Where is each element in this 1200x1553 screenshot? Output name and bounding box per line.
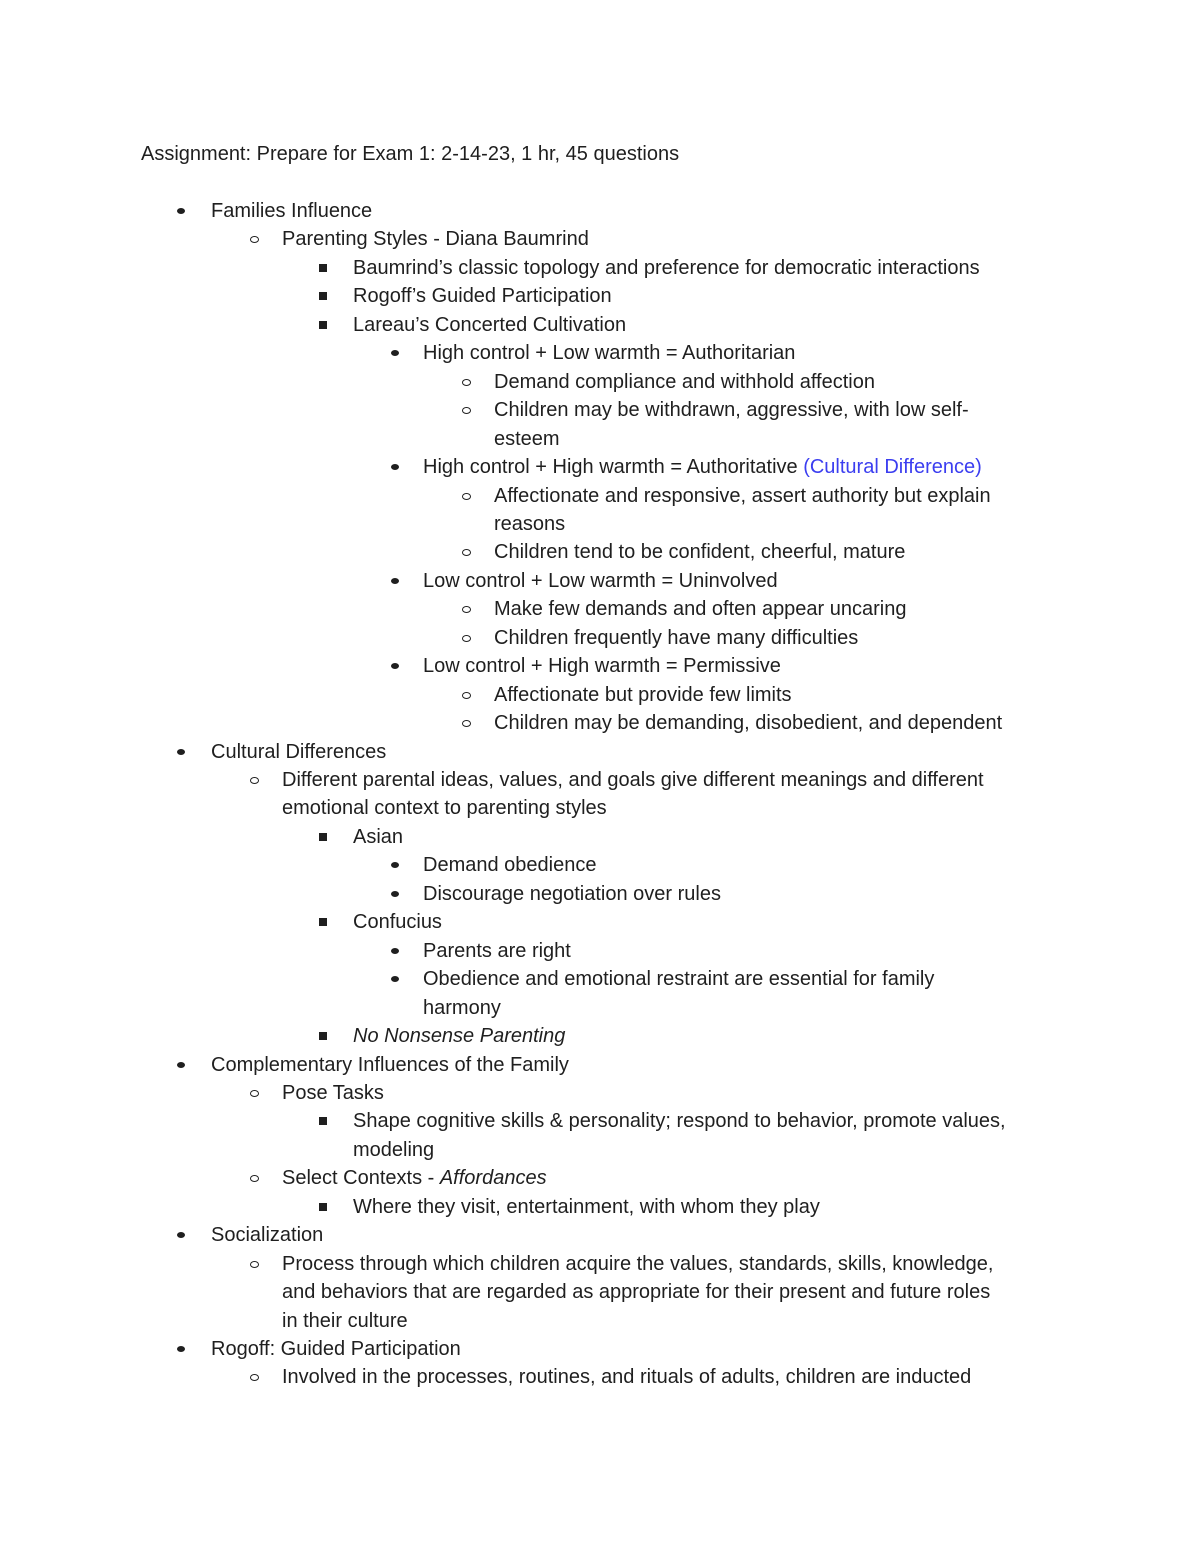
outline-item: [353, 254, 980, 282]
bullet-circle-icon: [250, 1090, 259, 1097]
outline-line-continuation: [282, 1307, 408, 1335]
bullet-dot-icon: [391, 350, 399, 356]
outline-line-continuation: [494, 510, 565, 538]
outline-item: [211, 1051, 569, 1079]
outline-item-text: Baumrind’s classic topology and preference for democratic interactions: [353, 256, 980, 279]
outline-item-text: modeling: [353, 1138, 435, 1161]
outline-item-text: Make few demands and often appear uncaring: [494, 598, 907, 621]
outline-item-text: Affectionate and responsive, assert authority but explain: [494, 484, 991, 507]
outline-item-text: Parents are right: [423, 939, 571, 962]
bullet-circle-icon: [250, 777, 259, 784]
bullet-square-icon: [319, 833, 327, 841]
highlight-text: (Cultural Difference): [803, 456, 982, 479]
outline-item: [423, 851, 596, 879]
outline-item: [353, 908, 442, 936]
bullet-circle-icon: [250, 1374, 259, 1381]
bullet-square-icon: [319, 1203, 327, 1211]
outline-item-text: emotional context to parenting styles: [282, 797, 607, 820]
outline-item-text: Parenting Styles - Diana Baumrind: [282, 228, 589, 251]
outline-item: [353, 311, 626, 339]
bullet-circle-icon: [250, 1175, 259, 1182]
outline-item-text: High control + High warmth = Authoritative: [423, 456, 804, 479]
outline-item: [494, 396, 969, 424]
outline-item: [494, 538, 905, 566]
outline-item-text: Cultural Differences: [211, 740, 387, 763]
outline-item: [494, 595, 907, 623]
outline-item-text: Demand compliance and withhold affection: [494, 370, 875, 393]
outline-item-text: High control + Low warmth = Authoritarian: [423, 342, 796, 365]
outline-item: [353, 282, 612, 310]
outline-item-text: Affectionate but provide few limits: [494, 683, 792, 706]
bullet-dot-icon: [177, 1346, 185, 1352]
bullet-circle-icon: [462, 606, 471, 613]
bullet-circle-icon: [462, 692, 471, 699]
bullet-circle-icon: [462, 379, 471, 386]
bullet-square-icon: [319, 321, 327, 329]
outline-line-continuation: [423, 994, 501, 1022]
outline-item-text: Children may be demanding, disobedient, and dependent: [494, 712, 1003, 735]
outline-item: [282, 1079, 384, 1107]
bullet-circle-icon: [250, 236, 259, 243]
outline-item-text: Discourage negotiation over rules: [423, 882, 721, 905]
italic-term: Affordances: [439, 1167, 547, 1190]
outline-item: [423, 652, 781, 680]
outline-item: [282, 766, 984, 794]
outline-item: [423, 567, 778, 595]
bullet-square-icon: [319, 918, 327, 926]
outline-item-text: reasons: [494, 512, 566, 535]
outline-item-text: and behaviors that are regarded as appropriate for their present and future roles: [282, 1281, 991, 1304]
bullet-circle-icon: [462, 635, 471, 642]
outline-item-text: Asian: [353, 825, 404, 848]
outline-item: [494, 709, 1002, 737]
outline-item-text: Involved in the processes, routines, and rituals of adults, children are inducted: [282, 1366, 972, 1389]
outline-item-text: Different parental ideas, values, and goals give different meanings and different: [282, 769, 984, 791]
bullet-dot-icon: [391, 578, 399, 584]
outline-item: [353, 1022, 565, 1050]
bullet-dot-icon: [177, 749, 185, 755]
assignment-title: Assignment: Prepare for Exam 1: 2-14-23, 1 hr, 45 questions: [141, 143, 680, 165]
bullet-dot-icon: [391, 891, 399, 897]
bullet-dot-icon: [391, 464, 399, 470]
outline-item-text: Shape cognitive skills & personality; respond to behavior, promote values,: [353, 1110, 1006, 1133]
outline-item: [211, 738, 386, 766]
outline-item: [494, 482, 991, 510]
outline-item: [211, 1335, 461, 1363]
outline-item: [282, 225, 589, 253]
bullet-dot-icon: [177, 1232, 185, 1238]
outline-item-text: Complementary Influences of the Family: [211, 1053, 569, 1076]
outline-item: [282, 1164, 547, 1192]
outline-item-text: Rogoff: Guided Participation: [211, 1338, 461, 1360]
outline-line-continuation: [282, 1278, 990, 1306]
outline-item-text: Process through which children acquire the values, standards, skills, knowledge,: [282, 1252, 994, 1275]
outline-item-text: esteem: [494, 427, 560, 450]
outline-item-text: Low control + High warmth = Permissive: [423, 655, 781, 678]
outline-line-continuation: [282, 794, 607, 822]
outline-item: [423, 339, 795, 367]
bullet-dot-icon: [391, 663, 399, 669]
bullet-square-icon: [319, 1117, 327, 1125]
outline-item-text: Pose Tasks: [282, 1081, 384, 1104]
bullet-square-icon: [319, 264, 327, 272]
outline-item-text: Children tend to be confident, cheerful, mature: [494, 541, 906, 564]
outline-line-continuation: [494, 425, 560, 453]
outline-item: [423, 880, 721, 908]
outline-item-text: Socialization: [211, 1224, 324, 1247]
bullet-circle-icon: [462, 720, 471, 727]
outline-item-text: Where they visit, entertainment, with whom they play: [353, 1195, 820, 1218]
outline-item: [494, 624, 858, 652]
outline-item-text: Low control + Low warmth = Uninvolved: [423, 569, 778, 592]
outline-item: [353, 1193, 820, 1221]
outline-item: [423, 937, 571, 965]
outline-item: [494, 368, 875, 396]
bullet-circle-icon: [462, 407, 471, 414]
outline-item-text: Lareau’s Concerted Cultivation: [353, 313, 627, 336]
outline-item-text: No Nonsense Parenting: [353, 1025, 566, 1048]
outline-item: [353, 1107, 1006, 1135]
outline-item-text: harmony: [423, 996, 501, 1019]
bullet-circle-icon: [462, 493, 471, 500]
bullet-dot-icon: [177, 1062, 185, 1068]
outline-item: [423, 453, 982, 481]
outline-line-continuation: [353, 1136, 434, 1164]
bullet-square-icon: [319, 1032, 327, 1040]
bullet-square-icon: [319, 292, 327, 300]
bullet-dot-icon: [391, 862, 399, 868]
bullet-circle-icon: [462, 549, 471, 556]
outline-item: [282, 1363, 971, 1391]
outline-item: [282, 1250, 993, 1278]
outline-item-text: Select Contexts -: [282, 1167, 440, 1190]
bullet-dot-icon: [391, 976, 399, 982]
outline-item: [211, 197, 372, 225]
outline-item-text: Families Influence: [211, 200, 373, 222]
outline-item: [211, 1221, 323, 1249]
outline-item-text: Obedience and emotional restraint are essential for family: [423, 968, 935, 991]
outline-item-text: Children may be withdrawn, aggressive, with low self-: [494, 399, 969, 422]
outline-item-text: Children frequently have many difficulties: [494, 626, 859, 649]
outline-item-text: in their culture: [282, 1309, 408, 1332]
outline-item: [494, 681, 792, 709]
bullet-circle-icon: [250, 1261, 259, 1268]
outline-item: [423, 965, 934, 993]
bullet-dot-icon: [391, 948, 399, 954]
outline-item: [353, 823, 403, 851]
outline-item-text: Rogoff’s Guided Participation: [353, 285, 612, 308]
outline-item-text: Confucius: [353, 911, 442, 934]
bullet-dot-icon: [177, 208, 185, 214]
outline-item-text: Demand obedience: [423, 854, 597, 877]
